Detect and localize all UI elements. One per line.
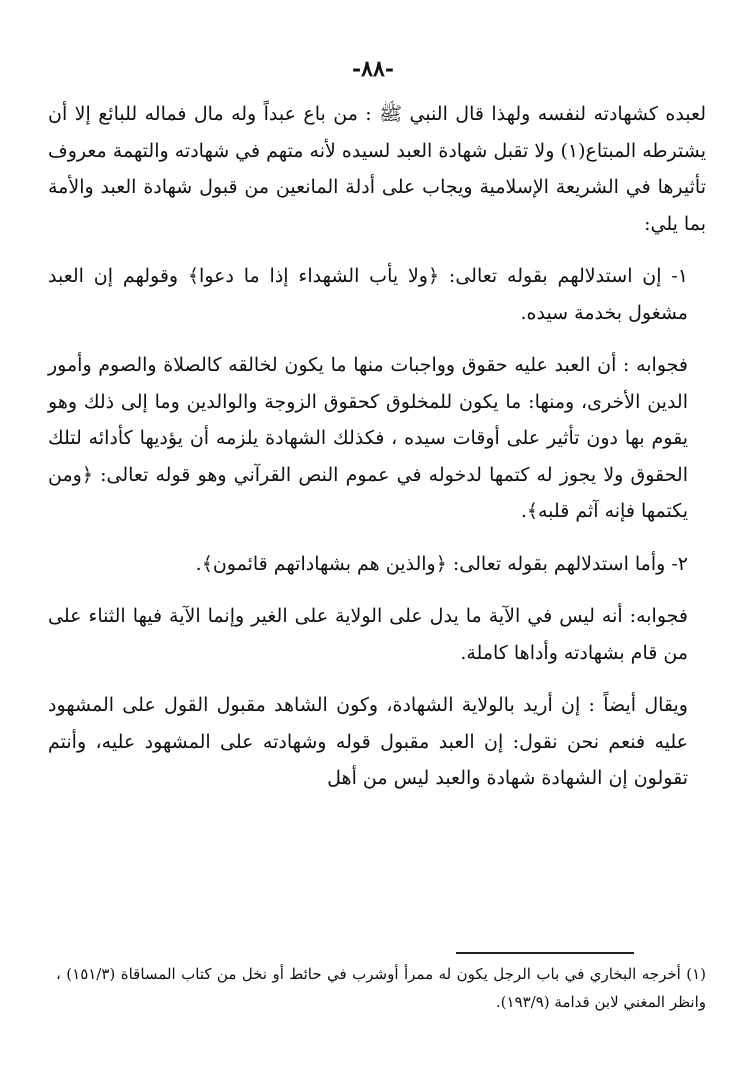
footnote xyxy=(56,960,706,1016)
page-number: -٨٨- xyxy=(352,56,394,82)
paragraph-2: ١- إن استدلالهم بقوله تعالى: ﴿ولا يأب الشهداء إذا ما دعوا﴾ وقولهم إن العبد مشغول بخدمة سيده. xyxy=(48,265,688,324)
paragraph-6: ويقال أيضاً : إن أريد بالولاية الشهادة، وكون الشاهد مقبول القول على المشهود عليه فنعم نحن نقول: إن العبد مقبول قوله وشهادته على المشهود عليه، وأنتم تقولون إن الشهادة شهادة والعبد ليس من أهل xyxy=(48,694,688,789)
paragraph-4: ٢- وأما استدلالهم بقوله تعالى: ﴿والذين هم بشهاداتهم قائمون﴾. xyxy=(195,552,688,575)
paragraph-3: فجوابه : أن العبد عليه حقوق وواجبات منها ما يكون لخالقه كالصلاة والصوم وأمور الدين الأخرى، ومنها: ما يكون للمخلوق كحقوق الزوجة والوالدين وما إلى ذلك وهو يقوم بها دون تأثير على أوقات سيده ، فكذلك الشهادة يلزمه أن يؤديها كأدائه لتلك الحقوق ولا يجوز له كتمها لدخوله في عموم النص القرآني وهو قوله تعالى: ﴿ومن يكتمها فإنه آثم قلبه﴾. xyxy=(48,354,688,522)
main-text xyxy=(48,96,706,797)
footnote-1: (١) أخرجه البخاري في باب الرجل يكون له ممرأ أوشرب في حائط أو نخل من كتاب المساقاة (١٥١/٣) ، وانظر المغني لابن قدامة (١٩٣/٩). xyxy=(56,965,706,1011)
paragraph-5: فجوابه: أنه ليس في الآية ما يدل على الولاية على الغير وإنما الآية فيها الثناء على من قام بشهادته وأداها كاملة. xyxy=(48,605,688,664)
paragraph-1: لعبده كشهادته لنفسه ولهذا قال النبي ﷺ : من باع عبداً وله مال فماله للبائع إلا أن يشترطه المبتاع(١) ولا تقبل شهادة العبد لسيده لأنه متهم في شهادته والتهمة معروف تأثيرها في الشريعة الإسلامية ويجاب على أدلة المانعين من قبول شهادة العبد والأمة بما يلي: xyxy=(48,103,706,235)
footnote-divider xyxy=(456,952,634,954)
